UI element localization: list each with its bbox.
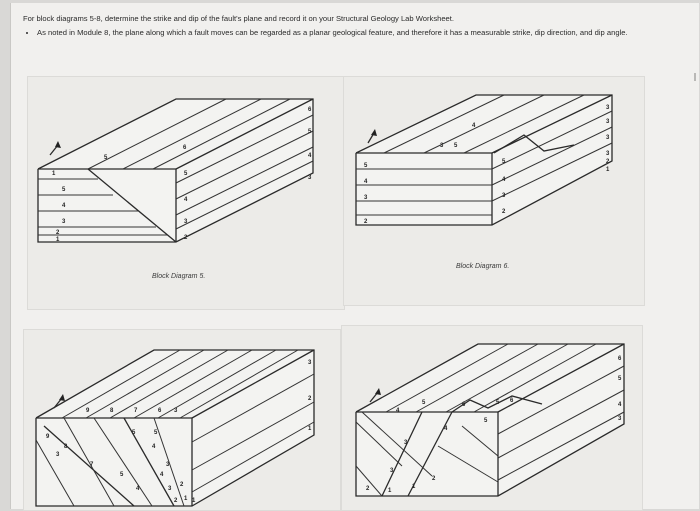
- diagram-6-label: 3: [606, 105, 610, 111]
- diagram-8-label: 6: [618, 356, 622, 362]
- diagram-7-label: 9: [86, 408, 90, 414]
- diagram-6-label: 5: [364, 163, 368, 169]
- diagram-7-label: 3: [56, 452, 60, 458]
- diagram-5-label: 3: [308, 175, 312, 181]
- diagram-8-label: 2: [432, 476, 436, 482]
- diagram-6-label: 1: [606, 167, 610, 173]
- diagram-8-label: 5: [484, 418, 488, 424]
- diagram-6-label: 4: [502, 177, 506, 183]
- diagram-5-label: 2: [184, 235, 188, 241]
- diagram-6-label: 4: [364, 179, 368, 185]
- diagram-7-label: 2: [308, 396, 312, 402]
- diagram-5-label: 1: [52, 171, 56, 177]
- north-arrow-icon: [368, 129, 377, 143]
- diagram-6-label: 3: [440, 143, 444, 149]
- diagram-8-label: 4: [618, 402, 622, 408]
- diagram-7-label: 5: [120, 472, 124, 478]
- diagram-7-label: 1: [308, 426, 312, 432]
- diagram-7-label: 4: [136, 486, 140, 492]
- north-arrow-icon: [50, 141, 61, 155]
- diagram-7-label: 2: [180, 482, 184, 488]
- worksheet-page: [10, 3, 699, 509]
- diagram-8-label: 2: [366, 486, 370, 492]
- diagram-6-label: 3: [606, 135, 610, 141]
- diagram-5-label: 5: [184, 171, 188, 177]
- diagram-6-caption: Block Diagram 6.: [456, 263, 510, 270]
- diagram-5-label: 2: [56, 230, 60, 236]
- diagram-5-label: 3: [62, 219, 66, 225]
- diagram-8-label: 4: [444, 426, 448, 432]
- diagram-7-label: 8: [110, 408, 114, 414]
- diagram-8-label: 5: [422, 400, 426, 406]
- diagram-7-label: 3: [168, 486, 172, 492]
- diagram-8-label: 6: [510, 398, 514, 404]
- diagram-5-label: 4: [62, 203, 66, 209]
- diagram-8-label: 1: [388, 488, 392, 494]
- diagram-8-label: 3: [404, 440, 408, 446]
- scrollbar-thumb[interactable]: [694, 73, 696, 81]
- diagram-5-label: 6: [183, 145, 187, 151]
- block-diagram-5: [27, 76, 345, 310]
- block-diagram-8-figure: [342, 326, 642, 510]
- diagram-7-label: 7: [134, 408, 138, 414]
- diagram-7-label: 6: [158, 408, 162, 414]
- diagram-8-label: 5: [496, 400, 500, 406]
- diagram-7-label: 1: [192, 498, 196, 504]
- diagram-6-label: 4: [472, 123, 476, 129]
- block-diagram-6-figure: [344, 77, 644, 305]
- diagram-5-label: 5: [104, 155, 108, 161]
- diagram-7-label: 2: [174, 498, 178, 504]
- diagram-7-label: 5: [132, 430, 136, 436]
- diagram-6-label: 3: [606, 151, 610, 157]
- block-diagram-6: [343, 76, 645, 306]
- diagram-5-label: 4: [308, 153, 312, 159]
- diagram-5-label: 4: [184, 197, 188, 203]
- diagram-5-label: 5: [308, 129, 312, 135]
- diagram-7-label: 3: [174, 408, 178, 414]
- diagram-8-label: 3: [390, 468, 394, 474]
- diagram-7-label: 7: [90, 462, 94, 468]
- block-diagram-7: [23, 329, 341, 511]
- diagram-7-label: 4: [152, 444, 156, 450]
- diagram-5-label: 3: [184, 219, 188, 225]
- diagram-5-caption: Block Diagram 5.: [152, 273, 206, 280]
- diagram-8-label: 4: [396, 408, 400, 414]
- diagram-8-label: 3: [618, 416, 622, 422]
- diagram-6-label: 3: [364, 195, 368, 201]
- instructions: [23, 13, 663, 39]
- diagram-5-label: 6: [308, 107, 312, 113]
- diagram-8-label: 1: [412, 484, 416, 490]
- diagram-8-label: 5: [618, 376, 622, 382]
- block-diagram-8: [341, 325, 643, 511]
- diagram-6-label: 2: [502, 209, 506, 215]
- diagram-5-label: 5: [62, 187, 66, 193]
- diagram-7-label: 1: [184, 496, 188, 502]
- diagram-7-label: 3: [308, 360, 312, 366]
- diagram-7-label: 4: [160, 472, 164, 478]
- diagram-6-label: 2: [606, 159, 610, 165]
- block-diagram-7-figure: [24, 330, 340, 510]
- diagram-7-label: 5: [154, 430, 158, 436]
- instructions-text: For block diagrams 5-8, determine the strike and dip of the fault's plane and record it on your Structural Geology Lab Worksheet.: [23, 14, 455, 23]
- diagram-6-label: 5: [454, 143, 458, 149]
- diagram-6-label: 3: [606, 119, 610, 125]
- diagram-8-label: 6: [462, 402, 466, 408]
- diagram-6-label: 2: [364, 219, 368, 225]
- diagram-6-label: 5: [502, 159, 506, 165]
- diagram-5-label: 1: [56, 237, 60, 243]
- diagram-7-label: 8: [64, 444, 68, 450]
- diagram-7-label: 3: [166, 462, 170, 468]
- diagram-6-label: 3: [502, 193, 506, 199]
- instructions-bullet: • As noted in Module 8, the plane along which a fault moves can be regarded as a planar geological feature, and therefore it has a measurable strike, dip direction, and dip angle.: [37, 27, 663, 39]
- instructions-list: [23, 27, 663, 39]
- diagram-7-label: 9: [46, 434, 50, 440]
